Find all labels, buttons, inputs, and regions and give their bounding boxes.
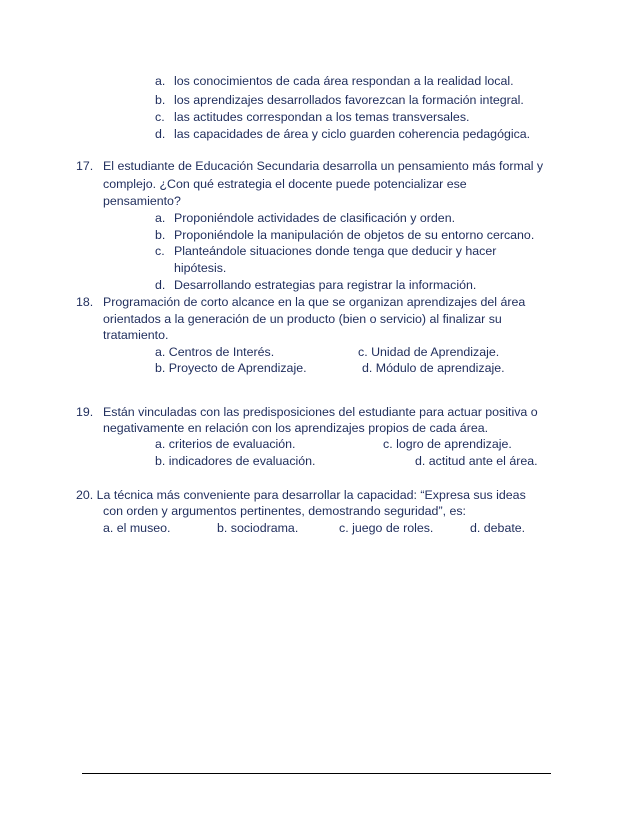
question-text: El estudiante de Educación Secundaria desarrolla un pensamiento más formal y [103, 159, 544, 173]
option-c: c. logro de aprendizaje. [383, 437, 512, 451]
option-text: Proponiéndole la manipulación de objetos de su entorno cercano. [174, 228, 535, 242]
question-text: Programación de corto alcance en la que se organizan aprendizajes del área [103, 295, 526, 309]
option-a: a. criterios de evaluación. [155, 437, 296, 451]
option-text: Planteándole situaciones donde tenga que deducir y hacer [174, 244, 497, 258]
question-text: con orden y argumentos pertinentes, demostrando seguridad”, es: [103, 504, 466, 518]
option-b: b. sociodrama. [217, 521, 299, 535]
option-text: Proponiéndole actividades de clasificación y orden. [174, 211, 456, 225]
option-letter: c. [155, 110, 165, 124]
option-b: b. indicadores de evaluación. [155, 454, 316, 468]
question-text: orientados a la generación de un producto (bien o servicio) al finalizar su [103, 312, 502, 326]
option-c: c. juego de roles. [339, 521, 434, 535]
question-number: 19. [76, 405, 94, 419]
option-text: los conocimientos de cada área respondan a la realidad local. [174, 74, 514, 88]
question-text: pensamiento? [103, 194, 181, 208]
question-number: 18. [76, 295, 94, 309]
question-text: negativamente en relación con los aprendizajes propios de cada área. [103, 421, 489, 435]
option-a: a. Centros de Interés. [155, 345, 275, 359]
option-letter: d. [155, 278, 166, 292]
option-letter: d. [155, 127, 166, 141]
question-number: 17. [76, 159, 94, 173]
option-c: c. Unidad de Aprendizaje. [358, 345, 500, 359]
option-a: a. el museo. [103, 521, 171, 535]
option-letter: c. [155, 244, 165, 258]
option-d: d. debate. [470, 521, 526, 535]
question-text: Están vinculadas con las predisposiciones del estudiante para actuar positiva o [103, 405, 538, 419]
footer-rule [82, 773, 551, 774]
option-letter: a. [155, 74, 166, 88]
question-text: 20. La técnica más conveniente para desarrollar la capacidad: “Expresa sus ideas [76, 488, 526, 502]
option-letter: b. [155, 228, 166, 242]
option-text: las capacidades de área y ciclo guarden coherencia pedagógica. [174, 127, 531, 141]
question-text: tratamiento. [103, 328, 169, 342]
question-text: complejo. ¿Con qué estrategia el docente puede potencializar ese [103, 177, 467, 191]
option-letter: a. [155, 211, 166, 225]
option-text: hipótesis. [174, 261, 227, 275]
option-text: las actitudes correspondan a los temas transversales. [174, 110, 470, 124]
option-text: Desarrollando estrategias para registrar la información. [174, 278, 477, 292]
option-d: d. actitud ante el área. [415, 454, 538, 468]
option-letter: b. [155, 93, 166, 107]
option-d: d. Módulo de aprendizaje. [362, 361, 505, 375]
option-b: b. Proyecto de Aprendizaje. [155, 361, 307, 375]
option-text: los aprendizajes desarrollados favorezcan la formación integral. [174, 93, 524, 107]
